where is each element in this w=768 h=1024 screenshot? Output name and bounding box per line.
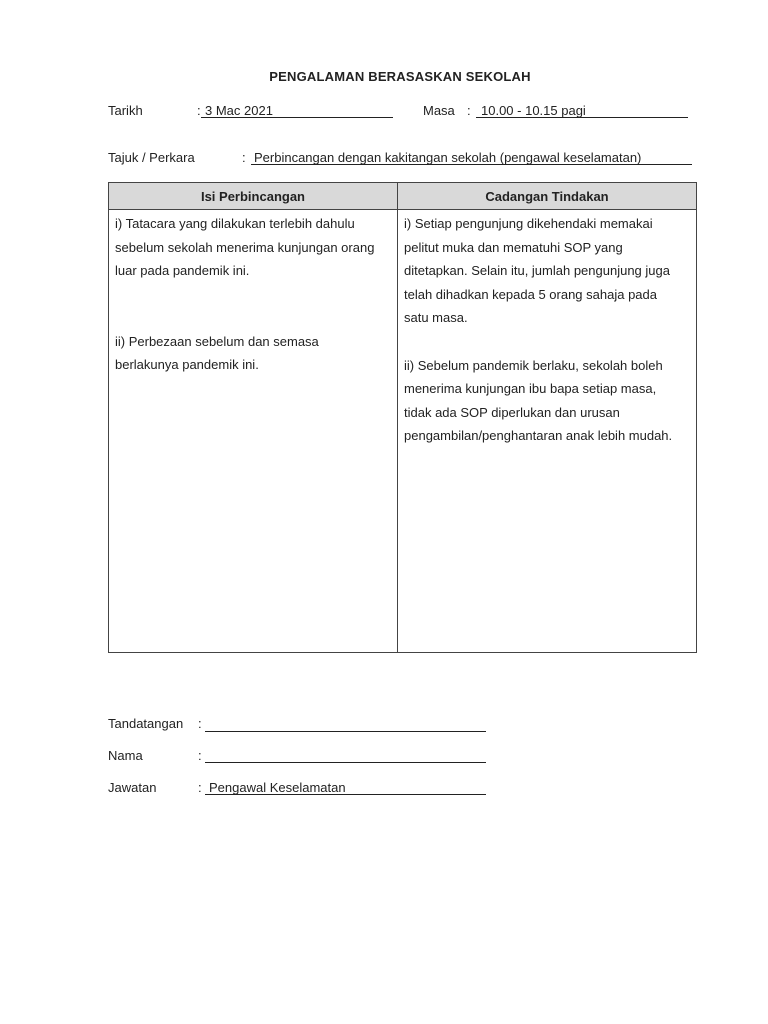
tandatangan-line: [205, 731, 486, 732]
isi-item-1: i) Tatacara yang dilakukan terlebih dahulu sebelum sekolah menerima kunjungan orang luar pada pandemik ini.: [115, 216, 375, 279]
discussion-table: [108, 182, 697, 653]
column-header-cadangan: Cadangan Tindakan: [398, 183, 697, 210]
tandatangan-separator: :: [198, 716, 202, 731]
tajuk-label: Tajuk / Perkara: [108, 150, 195, 165]
tandatangan-label: Tandatangan: [108, 716, 184, 731]
tarikh-value: 3 Mac 2021: [205, 103, 273, 118]
isi-item-2: ii) Perbezaan sebelum dan semasa berlakunya pandemik ini.: [115, 333, 319, 373]
jawatan-label: Jawatan: [108, 780, 157, 795]
table-row: [109, 210, 697, 653]
masa-label: Masa: [423, 103, 455, 118]
tarikh-separator: :: [197, 103, 201, 118]
tajuk-separator: :: [242, 150, 246, 165]
isi-cell: [109, 210, 398, 653]
column-header-isi: Isi Perbincangan: [109, 183, 398, 210]
jawatan-separator: :: [198, 780, 202, 795]
nama-separator: :: [198, 748, 202, 763]
masa-separator: :: [467, 103, 471, 118]
document-title: PENGALAMAN BERASASKAN SEKOLAH: [269, 69, 531, 84]
masa-value: 10.00 - 10.15 pagi: [481, 103, 586, 118]
nama-line: [205, 762, 486, 763]
jawatan-value: Pengawal Keselamatan: [209, 780, 346, 795]
cadangan-cell: [398, 210, 697, 653]
nama-label: Nama: [108, 748, 143, 763]
tarikh-label: Tarikh: [108, 103, 143, 118]
tajuk-value: Perbincangan dengan kakitangan sekolah (pengawal keselamatan): [254, 150, 642, 165]
table-header-row: [109, 183, 697, 210]
cadangan-item-2: ii) Sebelum pandemik berlaku, sekolah boleh menerima kunjungan ibu bapa setiap masa, tidak ada SOP diperlukan dan urusan pengambilan/penghantaran anak lebih mudah.: [404, 357, 673, 444]
cadangan-item-1: i) Setiap pengunjung dikehendaki memakai pelitut muka dan mematuhi SOP yang ditetapkan. Selain itu, jumlah pengunjung juga telah dihadkan kepada 5 orang sahaja pada satu masa.: [404, 216, 670, 326]
